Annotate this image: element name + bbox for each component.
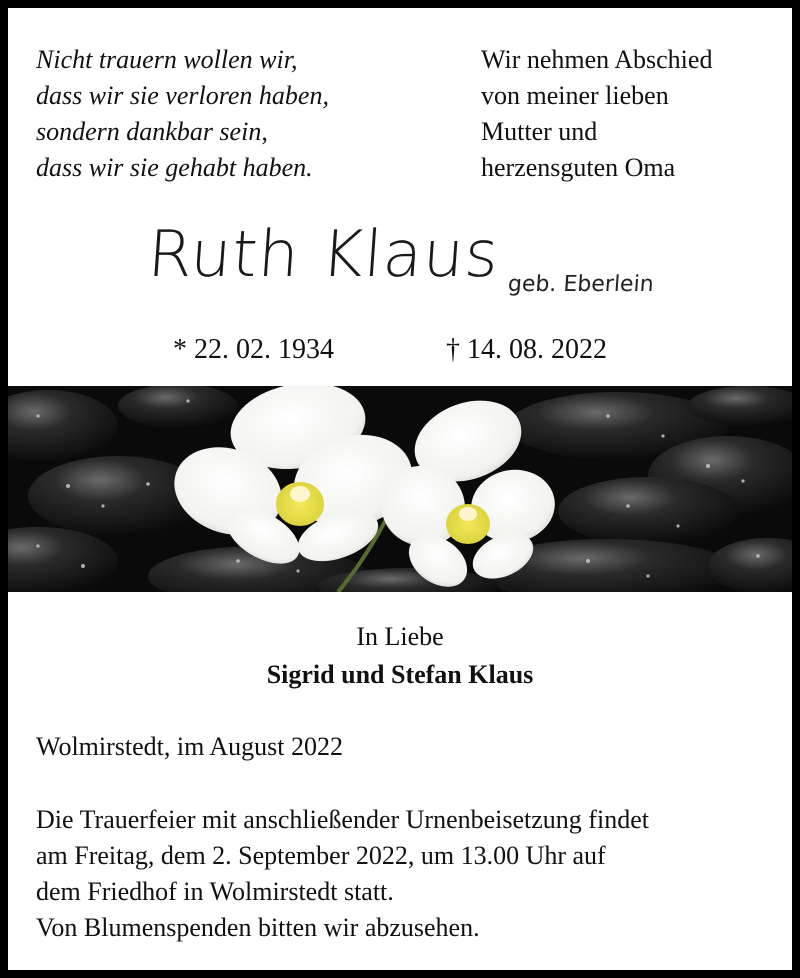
maiden-name: geb. Eberlein <box>507 272 655 297</box>
ceremony-line: am Freitag, dem 2. September 2022, um 13.00 Uhr auf <box>36 841 606 870</box>
ceremony-line: dem Friedhof in Wolmirstedt statt. <box>36 877 394 906</box>
farewell-line: Wir nehmen Abschied <box>481 45 713 74</box>
obituary-card <box>8 8 792 970</box>
ceremony-notice <box>36 802 772 946</box>
mourner-names: Sigrid und Stefan Klaus <box>266 660 534 689</box>
death-date: † 14. 08. 2022 <box>446 334 607 365</box>
farewell-line: von meiner lieben <box>481 81 669 110</box>
in-love-intro: In Liebe <box>356 622 444 651</box>
place-and-date: Wolmirstedt, im August 2022 <box>36 732 344 761</box>
deceased-name: Ruth Klaus <box>145 218 502 292</box>
orchid-on-stones-image <box>8 386 792 592</box>
birth-date: * 22. 02. 1934 <box>173 334 334 365</box>
farewell-line: Mutter und <box>481 117 598 146</box>
poem-line: dass wir sie verloren haben, <box>36 81 329 110</box>
ceremony-line: Die Trauerfeier mit anschließender Urnenbeisetzung findet <box>36 805 649 834</box>
poem-line: sondern dankbar sein, <box>36 117 268 146</box>
poem-line: Nicht trauern wollen wir, <box>36 45 298 74</box>
poem-verse <box>36 42 456 186</box>
farewell-text <box>481 42 781 186</box>
ceremony-line: Von Blumenspenden bitten wir abzusehen. <box>36 913 480 942</box>
poem-line: dass wir sie gehabt haben. <box>36 153 313 182</box>
farewell-line: herzensguten Oma <box>481 153 676 182</box>
orchid-photo <box>8 386 792 592</box>
